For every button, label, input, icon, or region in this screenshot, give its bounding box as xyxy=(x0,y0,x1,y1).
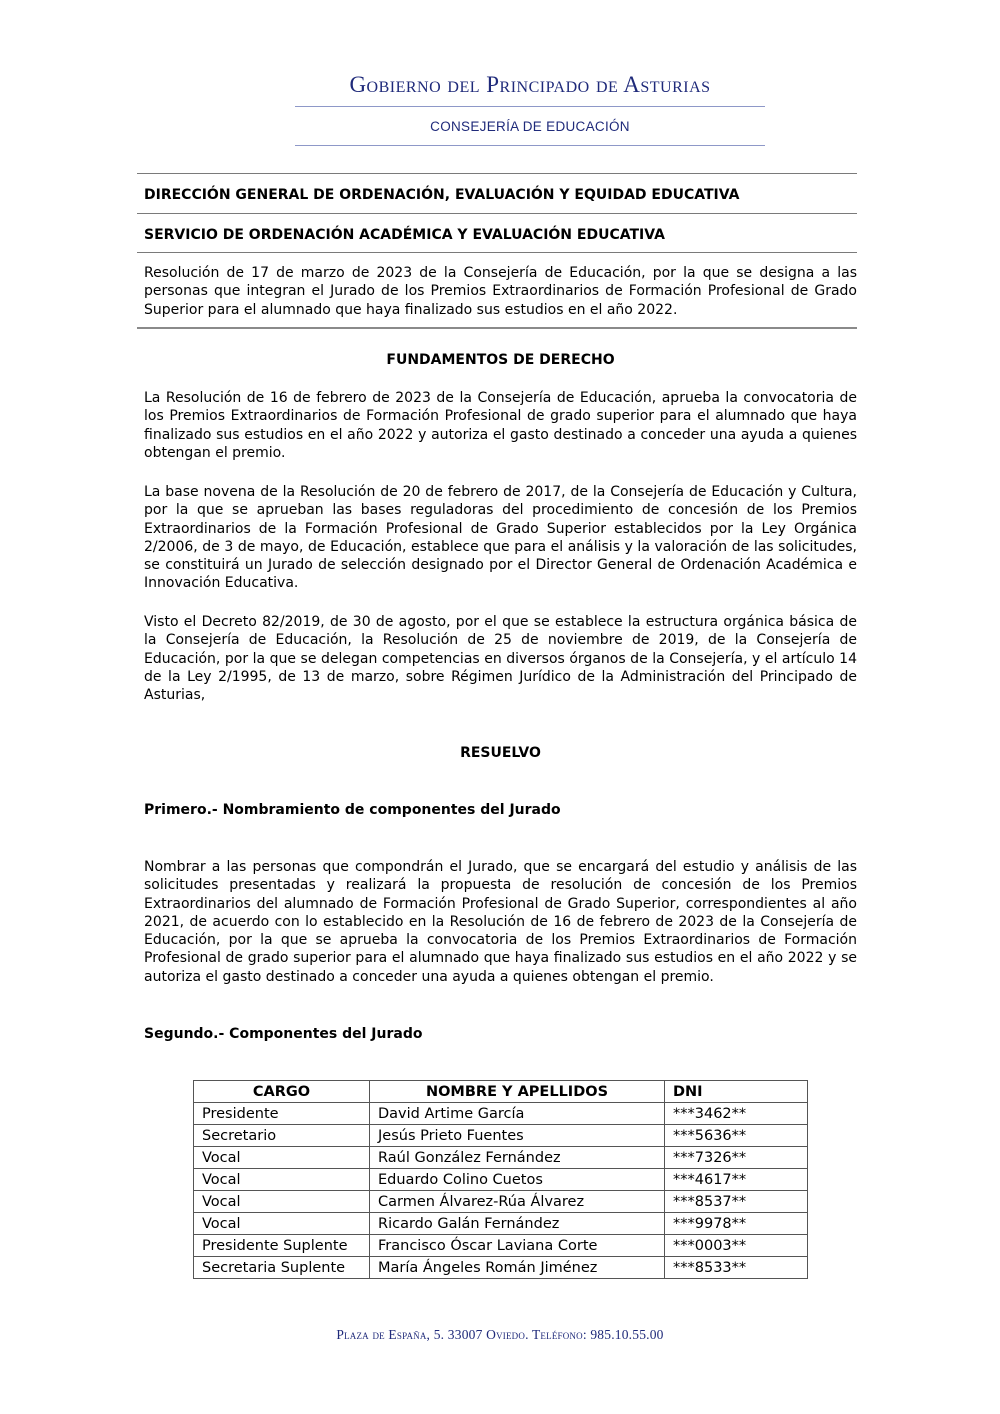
footer-address: Plaza de España, 5. 33007 Oviedo. Teléfono: 985.10.55.00 xyxy=(336,1327,664,1342)
primero-paragraph: Nombrar a las personas que compondrán el Jurado, que se encargará del estudio y análisis de las solicitudes presentadas y realizará la propuesta de resolución de concesión de los Premios Extraordinarios del alumnado de Formación Profesional de Grado Superior, correspondientes al año 2021, de acuerdo con lo establecido en la Resolución de 16 de febrero de 2023 de la Consejería de Educación, por la que se aprueba la convocatoria de los Premios Extraordinarios de Formación Profesional de grado superior para el alumnado que haya finalizado sus estudios en el año 2022 y se autoriza el gasto destinado a conceder una ayuda a quienes obtengan el premio. xyxy=(144,859,857,985)
direccion-general-heading: DIRECCIÓN GENERAL DE ORDENACIÓN, EVALUACIÓN Y EQUIDAD EDUCATIVA xyxy=(144,187,740,203)
resuelvo-heading: RESUELVO xyxy=(460,745,541,761)
segundo-heading: Segundo.- Componentes del Jurado xyxy=(144,1026,423,1042)
nombre-cell: Francisco Óscar Laviana Corte xyxy=(370,1235,665,1257)
fundamentos-paragraph: La base novena de la Resolución de 20 de febrero de 2017, de la Consejería de Educación y Cultura, por la que se aprueban las bases reguladoras del procedimiento de concesión de los Premios Extraordinarios de la Formación Profesional de Grado Superior establecidos por la Ley Orgánica 2/2006, de 3 de mayo, de Educación, establece que para el análisis y la valoración de las solicitudes, se constituirá un Jurado de selección designado por el Director General de Ordenación Académica e Innovación Educativa. xyxy=(144,484,857,592)
jury-table xyxy=(193,1080,808,1279)
column-header-cargo: CARGO xyxy=(194,1081,370,1103)
servicio-heading: SERVICIO DE ORDENACIÓN ACADÉMICA Y EVALUACIÓN EDUCATIVA xyxy=(144,227,665,243)
dni-cell: ***3462** xyxy=(665,1103,808,1125)
nombre-cell: Ricardo Galán Fernández xyxy=(370,1213,665,1235)
divider xyxy=(137,327,857,329)
dni-cell: ***7326** xyxy=(665,1147,808,1169)
nombre-cell: Carmen Álvarez-Rúa Álvarez xyxy=(370,1191,665,1213)
table-row xyxy=(194,1235,808,1257)
dni-cell: ***8537** xyxy=(665,1191,808,1213)
letterhead xyxy=(295,68,765,146)
table-row xyxy=(194,1257,808,1279)
table-row xyxy=(194,1125,808,1147)
nombre-cell: David Artime García xyxy=(370,1103,665,1125)
divider xyxy=(137,252,857,253)
column-header-nombre: NOMBRE Y APELLIDOS xyxy=(370,1081,665,1103)
cargo-cell: Presidente xyxy=(194,1103,370,1125)
divider xyxy=(137,213,857,214)
fundamentos-paragraph: La Resolución de 16 de febrero de 2023 de la Consejería de Educación, aprueba la convocatoria de los Premios Extraordinarios de Formación Profesional de grado superior para el alumnado que haya finalizado sus estudios en el año 2022 y autoriza el gasto destinado a conceder una ayuda a quienes obtengan el premio. xyxy=(144,390,857,461)
dni-cell: ***9978** xyxy=(665,1213,808,1235)
table-row xyxy=(194,1213,808,1235)
table-header-row xyxy=(194,1081,808,1103)
letterhead-subtitle: CONSEJERÍA DE EDUCACIÓN xyxy=(430,119,630,134)
nombre-cell: Eduardo Colino Cuetos xyxy=(370,1169,665,1191)
nombre-cell: Jesús Prieto Fuentes xyxy=(370,1125,665,1147)
column-header-dni: DNI xyxy=(665,1081,808,1103)
dni-cell: ***8533** xyxy=(665,1257,808,1279)
cargo-cell: Secretario xyxy=(194,1125,370,1147)
resolution-title: Resolución de 17 de marzo de 2023 de la Consejería de Educación, por la que se designa a las personas que integran el Jurado de los Premios Extraordinarios de Formación Profesional de Grado Superior para el alumnado que haya finalizado sus estudios en el año 2022. xyxy=(144,265,857,318)
cargo-cell: Vocal xyxy=(194,1169,370,1191)
dni-cell: ***5636** xyxy=(665,1125,808,1147)
fundamentos-heading: FUNDAMENTOS DE DERECHO xyxy=(386,352,615,368)
dni-cell: ***0003** xyxy=(665,1235,808,1257)
cargo-cell: Presidente Suplente xyxy=(194,1235,370,1257)
cargo-cell: Secretaria Suplente xyxy=(194,1257,370,1279)
table-row xyxy=(194,1147,808,1169)
nombre-cell: María Ángeles Román Jiménez xyxy=(370,1257,665,1279)
cargo-cell: Vocal xyxy=(194,1213,370,1235)
primero-heading: Primero.- Nombramiento de componentes del Jurado xyxy=(144,802,561,818)
divider xyxy=(137,173,857,174)
cargo-cell: Vocal xyxy=(194,1191,370,1213)
table-row xyxy=(194,1103,808,1125)
letterhead-divider xyxy=(295,106,765,107)
letterhead-divider-bottom xyxy=(295,145,765,146)
dni-cell: ***4617** xyxy=(665,1169,808,1191)
nombre-cell: Raúl González Fernández xyxy=(370,1147,665,1169)
cargo-cell: Vocal xyxy=(194,1147,370,1169)
table-row xyxy=(194,1169,808,1191)
table-row xyxy=(194,1191,808,1213)
fundamentos-paragraph: Visto el Decreto 82/2019, de 30 de agosto, por el que se establece la estructura orgánica básica de la Consejería de Educación, la Resolución de 25 de noviembre de 2019, de la Consejería de Educación, por la que se delegan competencias en diversos órganos de la Consejería, y el artículo 14 de la Ley 2/1995, de 13 de marzo, sobre Régimen Jurídico de la Administración del Principado de Asturias, xyxy=(144,614,857,704)
letterhead-title: Gobierno del Principado de Asturias xyxy=(349,72,711,97)
